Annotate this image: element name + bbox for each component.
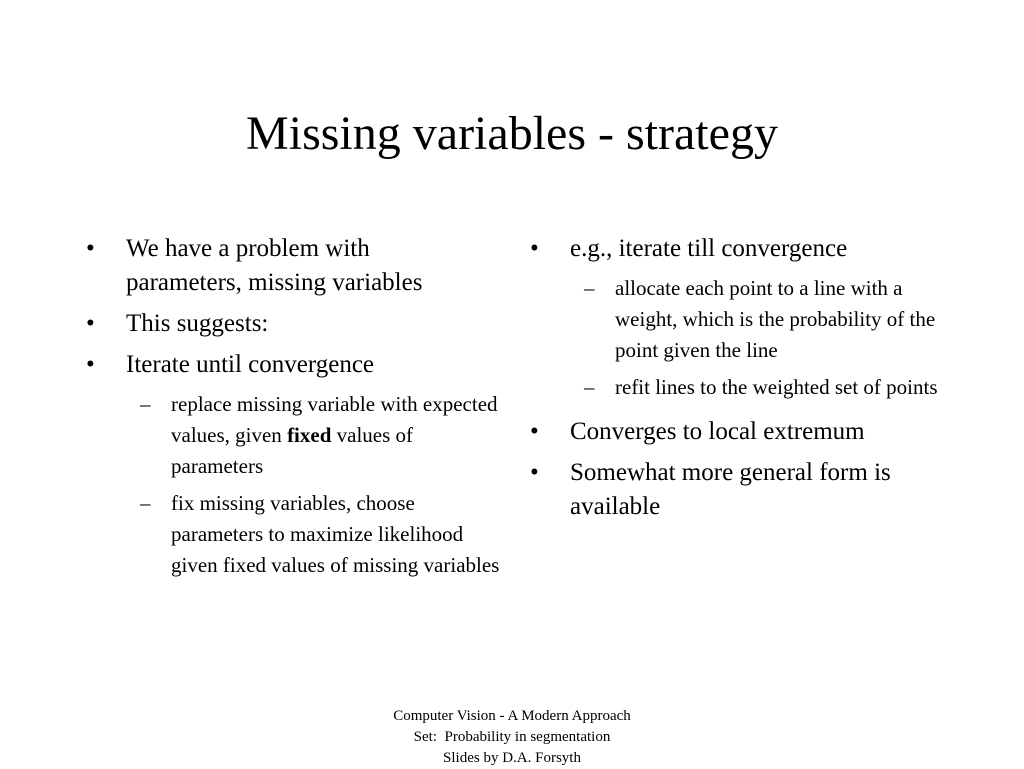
- bullet-item: [530, 415, 950, 449]
- bullet-marker: •: [86, 351, 95, 378]
- bullet-text: Somewhat more general form is available: [570, 459, 891, 520]
- bullet-text: We have a problem with parameters, missing variables: [126, 235, 423, 296]
- emphasis-fixed: fixed: [287, 423, 332, 447]
- bullet-text: This suggests:: [126, 310, 269, 337]
- sub-bullet-item: [530, 273, 950, 366]
- bullet-item: [86, 232, 486, 300]
- slide-title: Missing variables - strategy: [246, 107, 778, 160]
- bullet-text: Converges to local extremum: [570, 418, 865, 445]
- sub-bullet-item: [86, 389, 506, 482]
- left-column: [86, 232, 500, 587]
- bullet-marker: •: [86, 310, 95, 337]
- bullet-item: [530, 232, 950, 266]
- bullet-item: [530, 456, 950, 524]
- sub-bullet-item: [86, 488, 506, 581]
- dash-marker: –: [140, 392, 151, 416]
- bullet-text: e.g., iterate till convergence: [570, 235, 848, 262]
- footer-line: Set: Probability in segmentation: [413, 729, 611, 745]
- sub-bullet-text: fix missing variables, choose parameters to maximize likelihood given fixed values of missing variables: [171, 491, 500, 577]
- dash-marker: –: [584, 375, 595, 399]
- footer-line: Slides by D.A. Forsyth: [443, 750, 581, 766]
- dash-marker: –: [584, 276, 595, 300]
- bullet-marker: •: [530, 418, 539, 445]
- bullet-marker: •: [530, 235, 539, 262]
- sub-bullet-text: refit lines to the weighted set of points: [615, 375, 938, 399]
- sub-bullet-text: allocate each point to a line with a weight, which is the probability of the point given the line: [615, 276, 936, 362]
- bullet-item: [86, 348, 486, 382]
- slide-footer: [0, 706, 1024, 769]
- bullet-text: Iterate until convergence: [126, 351, 375, 378]
- right-column: [530, 232, 950, 531]
- dash-marker: –: [140, 491, 151, 515]
- footer-line: Computer Vision - A Modern Approach: [393, 708, 631, 724]
- bullet-item: [86, 307, 486, 341]
- sub-bullet-text-before: replace missing variable with expected values, given: [171, 392, 498, 447]
- bullet-marker: •: [530, 459, 539, 486]
- sub-bullet-text-after: values of parameters: [171, 423, 414, 478]
- bullet-marker: •: [86, 235, 95, 262]
- sub-bullet-item: [530, 372, 950, 403]
